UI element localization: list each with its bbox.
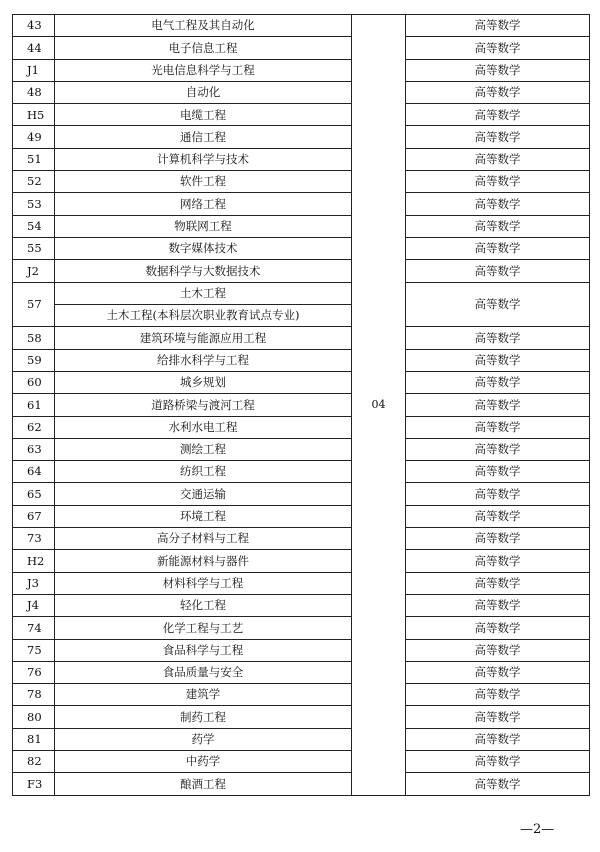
exam-subject: 高等数学	[406, 438, 590, 460]
major-code: 63	[13, 438, 55, 460]
major-name-group	[55, 282, 352, 327]
major-name: 土木工程	[180, 285, 226, 300]
major-name: 城乡规划	[55, 371, 352, 393]
major-code: 74	[13, 617, 55, 639]
table-row	[13, 349, 590, 371]
major-name: 给排水科学与工程	[55, 349, 352, 371]
group-code: 04	[352, 15, 406, 796]
exam-subject: 高等数学	[406, 594, 590, 616]
exam-subject: 高等数学	[406, 327, 590, 349]
exam-subject: 高等数学	[406, 37, 590, 59]
table-row	[13, 550, 590, 572]
exam-subject: 高等数学	[406, 371, 590, 393]
major-name: 纺织工程	[55, 461, 352, 483]
major-code: J3	[13, 572, 55, 594]
major-name: 酿酒工程	[55, 773, 352, 795]
major-name: 电缆工程	[55, 104, 352, 126]
major-name: 网络工程	[55, 193, 352, 215]
exam-subject: 高等数学	[406, 171, 590, 193]
major-name: 测绘工程	[55, 438, 352, 460]
table-row	[13, 706, 590, 728]
major-name: 软件工程	[55, 171, 352, 193]
exam-subject: 高等数学	[406, 728, 590, 750]
major-code: 44	[13, 37, 55, 59]
major-name: 交通运输	[55, 483, 352, 505]
major-name: 道路桥梁与渡河工程	[55, 394, 352, 416]
major-code: 62	[13, 416, 55, 438]
table-row	[13, 438, 590, 460]
table-row	[13, 237, 590, 259]
major-code: 52	[13, 171, 55, 193]
exam-subject: 高等数学	[406, 528, 590, 550]
major-code: 60	[13, 371, 55, 393]
major-code: F3	[13, 773, 55, 795]
major-code: 65	[13, 483, 55, 505]
exam-subject: 高等数学	[406, 483, 590, 505]
exam-subject: 高等数学	[406, 505, 590, 527]
major-code: 67	[13, 505, 55, 527]
table-row	[13, 505, 590, 527]
exam-subject: 高等数学	[406, 126, 590, 148]
major-name: 土木工程(本科层次职业教育试点专业)	[55, 304, 351, 326]
table-row	[13, 215, 590, 237]
major-code: 43	[13, 15, 55, 37]
table-row	[13, 327, 590, 349]
major-code: 51	[13, 148, 55, 170]
major-name: 中药学	[55, 750, 352, 772]
exam-subject: 高等数学	[406, 394, 590, 416]
exam-subject: 高等数学	[406, 59, 590, 81]
major-code: H2	[13, 550, 55, 572]
table-row	[13, 171, 590, 193]
major-name: 水利水电工程	[55, 416, 352, 438]
exam-subject: 高等数学	[406, 349, 590, 371]
major-name: 自动化	[55, 81, 352, 103]
table-row	[13, 260, 590, 282]
table-row	[13, 15, 590, 37]
major-name: 化学工程与工艺	[55, 617, 352, 639]
exam-subject: 高等数学	[406, 461, 590, 483]
major-code: J1	[13, 59, 55, 81]
table-row	[13, 528, 590, 550]
major-name: 数字媒体技术	[55, 237, 352, 259]
exam-subject: 高等数学	[406, 237, 590, 259]
exam-subject: 高等数学	[406, 550, 590, 572]
major-name: 物联网工程	[55, 215, 352, 237]
page-number: —2—	[520, 822, 555, 837]
major-code: J4	[13, 594, 55, 616]
table-row	[13, 684, 590, 706]
exam-subject: 高等数学	[406, 684, 590, 706]
major-name: 食品质量与安全	[55, 661, 352, 683]
major-code: 49	[13, 126, 55, 148]
major-name: 通信工程	[55, 126, 352, 148]
major-code: 78	[13, 684, 55, 706]
table-row	[13, 617, 590, 639]
table-row	[13, 394, 590, 416]
majors-table	[12, 14, 590, 796]
table-row	[13, 148, 590, 170]
table-row	[13, 126, 590, 148]
major-name: 药学	[55, 728, 352, 750]
major-code: 53	[13, 193, 55, 215]
major-name: 轻化工程	[55, 594, 352, 616]
exam-subject: 高等数学	[406, 572, 590, 594]
table-row	[13, 193, 590, 215]
table-row	[13, 594, 590, 616]
exam-subject: 高等数学	[406, 282, 590, 327]
major-name: 材料科学与工程	[55, 572, 352, 594]
table-row	[13, 483, 590, 505]
major-name: 新能源材料与器件	[55, 550, 352, 572]
exam-subject: 高等数学	[406, 193, 590, 215]
exam-subject: 高等数学	[406, 215, 590, 237]
major-code: 48	[13, 81, 55, 103]
major-name: 建筑环境与能源应用工程	[55, 327, 352, 349]
major-name: 环境工程	[55, 505, 352, 527]
table-row	[13, 371, 590, 393]
major-name: 制药工程	[55, 706, 352, 728]
major-name: 数据科学与大数据技术	[55, 260, 352, 282]
exam-subject: 高等数学	[406, 750, 590, 772]
major-code: J2	[13, 260, 55, 282]
major-code: 58	[13, 327, 55, 349]
major-code: 61	[13, 394, 55, 416]
exam-subject: 高等数学	[406, 260, 590, 282]
major-code: 82	[13, 750, 55, 772]
table-row	[13, 37, 590, 59]
table-row	[13, 750, 590, 772]
major-name: 食品科学与工程	[55, 639, 352, 661]
table-row	[13, 59, 590, 81]
exam-subject: 高等数学	[406, 15, 590, 37]
table-row	[13, 461, 590, 483]
table-row	[13, 282, 590, 327]
major-name: 光电信息科学与工程	[55, 59, 352, 81]
major-name: 建筑学	[55, 684, 352, 706]
major-code: 55	[13, 237, 55, 259]
major-code: 64	[13, 461, 55, 483]
major-code: 76	[13, 661, 55, 683]
major-code: 81	[13, 728, 55, 750]
table-row	[13, 639, 590, 661]
exam-subject: 高等数学	[406, 706, 590, 728]
table-row	[13, 572, 590, 594]
major-code: 75	[13, 639, 55, 661]
major-code: 54	[13, 215, 55, 237]
major-name: 计算机科学与技术	[55, 148, 352, 170]
major-name: 高分子材料与工程	[55, 528, 352, 550]
exam-subject: 高等数学	[406, 773, 590, 795]
exam-subject: 高等数学	[406, 661, 590, 683]
table-row	[13, 81, 590, 103]
exam-subject: 高等数学	[406, 617, 590, 639]
table-row	[13, 773, 590, 795]
exam-subject: 高等数学	[406, 148, 590, 170]
major-code: 59	[13, 349, 55, 371]
table-row	[13, 661, 590, 683]
exam-subject: 高等数学	[406, 639, 590, 661]
majors-table-body	[13, 15, 590, 796]
major-code: 80	[13, 706, 55, 728]
exam-subject: 高等数学	[406, 81, 590, 103]
major-code: H5	[13, 104, 55, 126]
table-row	[13, 416, 590, 438]
exam-subject: 高等数学	[406, 416, 590, 438]
exam-subject: 高等数学	[406, 104, 590, 126]
table-row	[13, 728, 590, 750]
major-name: 电气工程及其自动化	[55, 15, 352, 37]
table-row	[13, 104, 590, 126]
major-code: 73	[13, 528, 55, 550]
major-name: 电子信息工程	[55, 37, 352, 59]
major-code: 57	[13, 282, 55, 327]
